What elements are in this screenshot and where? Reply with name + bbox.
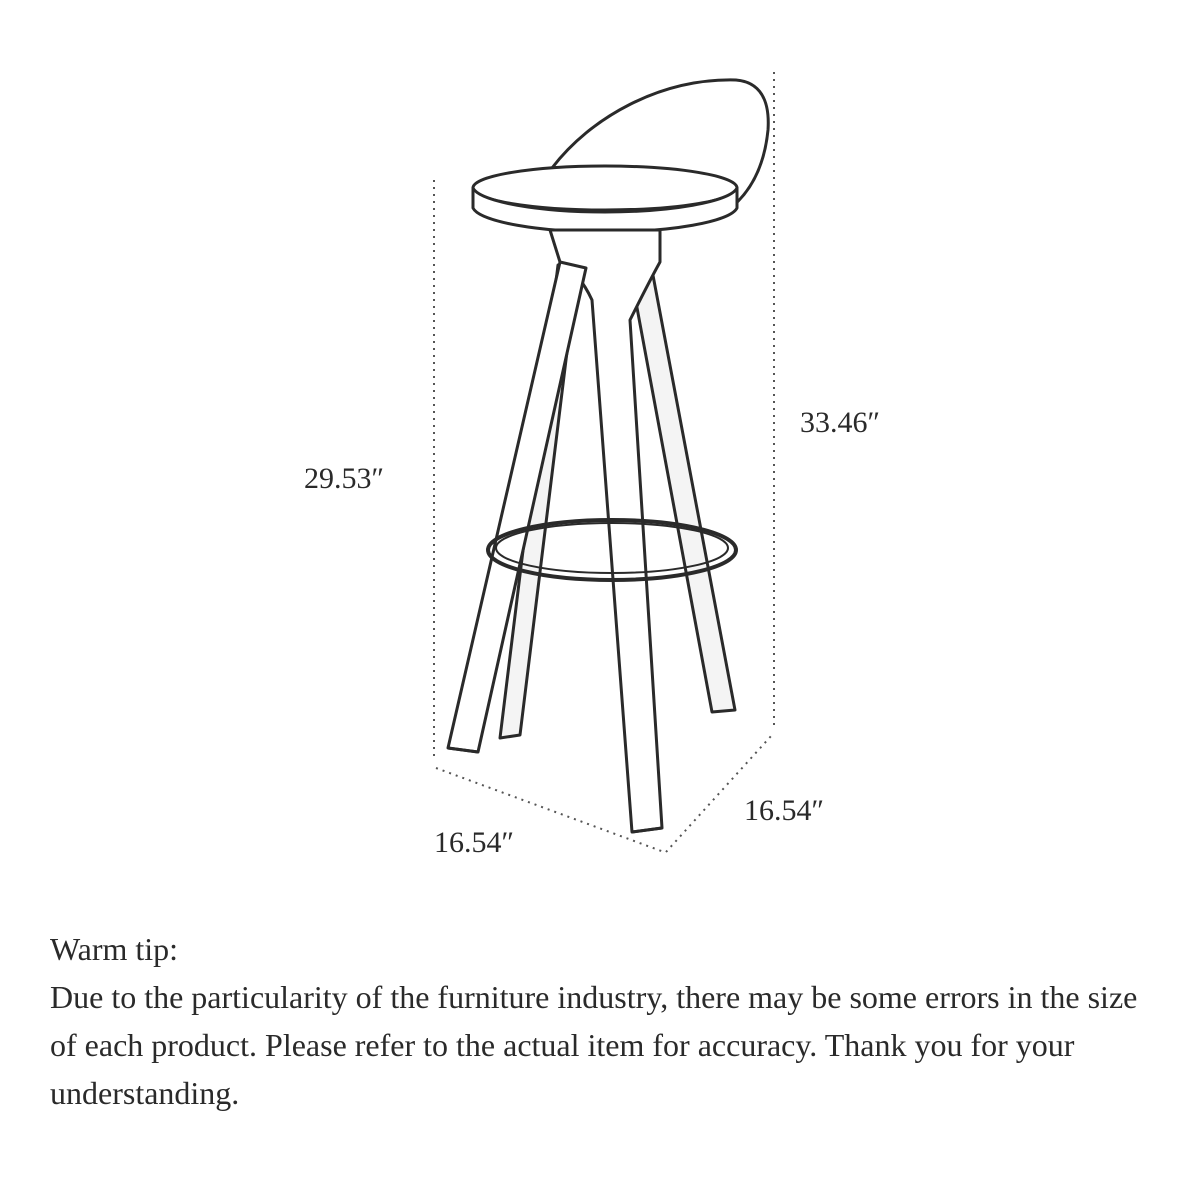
width-label: 16.54″ xyxy=(434,826,514,859)
warm-tip-heading: Warm tip: xyxy=(50,931,179,967)
warm-tip-body: Due to the particularity of the furniture industry, there may be some errors in the size of each product. Please refer to the actual item for accuracy. Thank you for your understanding. xyxy=(50,979,1138,1111)
seat-height-label: 29.53″ xyxy=(304,462,384,495)
stool-drawing xyxy=(448,80,768,832)
total-height-label: 33.46″ xyxy=(800,406,880,439)
depth-label: 16.54″ xyxy=(744,794,824,827)
warm-tip xyxy=(50,925,1160,1117)
